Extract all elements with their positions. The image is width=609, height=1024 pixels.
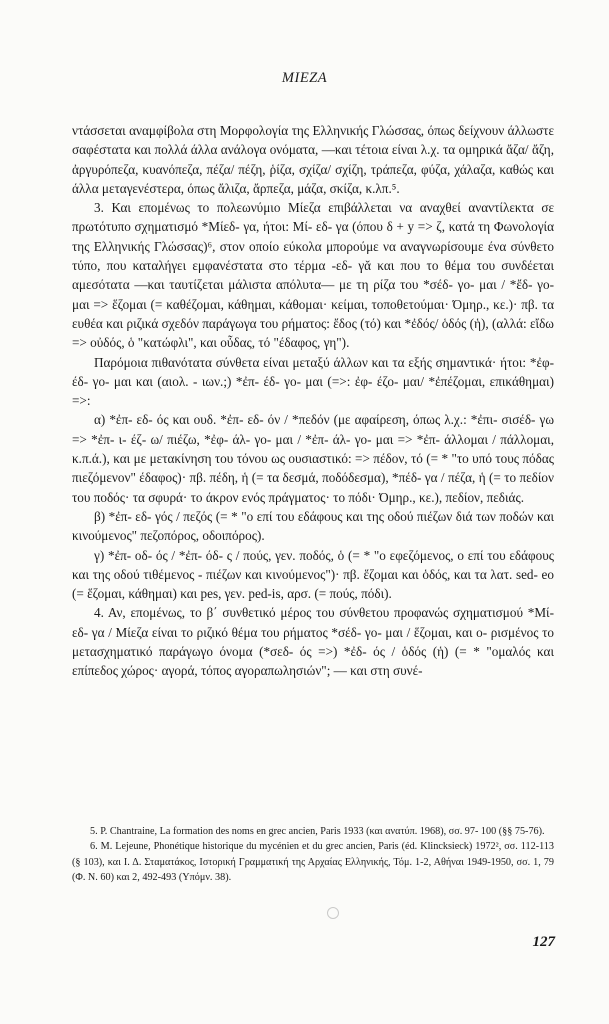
- paragraph: Παρόμοια πιθανότατα σύνθετα είναι μεταξύ άλλων και τα εξής σημαντικά· ήτοι: *ἐφ- έδ- γο- μαι και (αιολ. - ιων.;) *ἐπ- έδ- γο- μαι (=>: ἐφ- έζο- μαι/ *ἐπέζομαι, επικάθημαι) =>:: [72, 354, 554, 409]
- library-stamp-mark: [327, 907, 339, 919]
- paragraph: α) *ἐπ- εδ- ός και ουδ. *ἐπ- εδ- όν / *πεδόν (με αφαίρεση, όπως λ.χ.: *ἐπι- σισέδ- γω => *ἐπ- ι- έζ- ω/ πιέζω, *ἐφ- άλ- γο- μαι / *ἐπ- άλ- γο- μαι => *ἐπ- άλλομαι / πάλλομαι, κ.π.ά.), και με μετακίνηση του τόνου ως ουσιαστικό: => πέδον, τό (= * "το υπό τους πόδας πιεζόμενον" έδαφος)· πβ. πέδη, ἡ (= τα δεσμά, ποδόδεσμα), *πέδ- γα / πέζα, ἡ (= το πεδίον του ποδός· τα σφυρά· το άκρον ενός πράγματος· το πόδι· Όμηρ., κε.), πεδίον, πεδιάς.: [72, 412, 554, 505]
- paragraph: γ) *ἐπ- οδ- ός / *ἐπ- όδ- ς / πούς, γεν. ποδός, ὁ (= * "ο εφεζόμενος, ο επί του εδάφους και της οδού τιθέμενος - πιέζων και κινούμενος")· πβ. ἕζομαι και ὁδός, και τα λατ. sed- eo (= ἕζομαι, κάθημαι) και pes, γεν. ped-is, αρσ. (= πούς, πόδι).: [72, 547, 554, 602]
- running-head: ΜΙΕΖΑ: [281, 70, 328, 86]
- paragraph: 3. Και επομένως το πολεωνύμιο Μίεζα επιβάλλεται να αναχθεί αναντίλεκτα σε πρωτότυπο σχηματισμό *Μίεδ- γα, ήτοι: Μί- εδ- γα (όπου δ + y => ζ, κατά τη Φωνολογία της Ελληνικής Γλώσσας)⁶, στον οποίο εύκολα μπορούμε να αναγνωρίσουμε ένα σύνθετο τύπο, που καταλήγει εμφανέστατα στο τέρμα -εδ- γᾰ και που το θέμα του συνδέεται αμεσότατα —και ταυτίζεται μάλιστα απόλυτα— με τη ρίζα του *σέδ- γο- μαι / *ἔδ- γο- μαι => ἕζομαι (= καθέζομαι, κάθημαι, κάθομαι· κείμαι, τοποθετούμαι· Όμηρ., κε.)· πβ. τα ευθέα και ριζικά σχεδόν παράγωγα του ρήματος: ἔδος (τό) και *ἐδός/ ὁδός (ἡ), (αλλά: εἴδω => οὐδός, ὁ "κατώφλι", και οὖδας, τό "έδαφος, γη").: [72, 200, 554, 351]
- page-number: 127: [532, 934, 555, 950]
- paragraph: β) *ἐπ- εδ- γός / πεζός (= * "ο επί του εδάφους και της οδού πιέζων διά των ποδών και κινούμενος" πεζοπόρος, οδοιπόρος).: [72, 508, 554, 544]
- footnote: 6. M. Lejeune, Phonétique historique du mycénien et du grec ancien, Paris (éd. Klincksieck) 1972², σσ. 112-113 (§ 103), και Ι. Δ. Σταματάκος, Ιστορική Γραμματική της Αρχαίας Ελληνικής, Τόμ. 1-2, Αθήναι 1949-1950, σσ. 1, 79 (Φ. Ν. 60) και 2, 492-493 (Υπόμν. 38).: [72, 841, 554, 884]
- footnotes: [72, 824, 554, 886]
- body-text: [72, 121, 554, 681]
- paragraph: 4. Αν, επομένως, το β΄ συνθετικό μέρος του σύνθετου προφανώς σχηματισμού *Μί- εδ- γα / Μίεζα είναι το ριζικό θέμα του ρήματος *σέδ- γο- μαι / ἕζομαι, και ο- ρισμένος το μετασχηματικό παράγωγο όνομα (*σεδ- ός =>) *ἐδ- ός / ὁδός (ἡ) (= * "ομαλός και επίπεδος χώρος· αγορά, τόπος αγοραπωλησιών"; — και στη συνέ-: [72, 605, 554, 679]
- paragraph: ντάσσεται αναμφίβολα στη Μορφολογία της Ελληνικής Γλώσσας, όπως δείχνουν άλλωστε σαφέστατα και πολλά άλλα ανάλογα ονόματα, —και τέτοια είναι λ.χ. τα ομηρικά ἄζα/ ἄζη, ἀργυρόπεζα, κυανόπεζα, πέζα/ πέζη, ῥίζα, σχίζα/ σχίζη, τράπεζα, φύζα, χάλαζα, καθώς και άλλα μεταγενέστερα, όπως ἄλιζα, ἄρπεζα, μάζα, σκίζα, κ.λπ.⁵.: [72, 123, 554, 196]
- footnote: 5. P. Chantraine, La formation des noms en grec ancien, Paris 1933 (και ανατύπ. 1968), σσ. 97- 100 (§§ 75-76).: [90, 826, 545, 837]
